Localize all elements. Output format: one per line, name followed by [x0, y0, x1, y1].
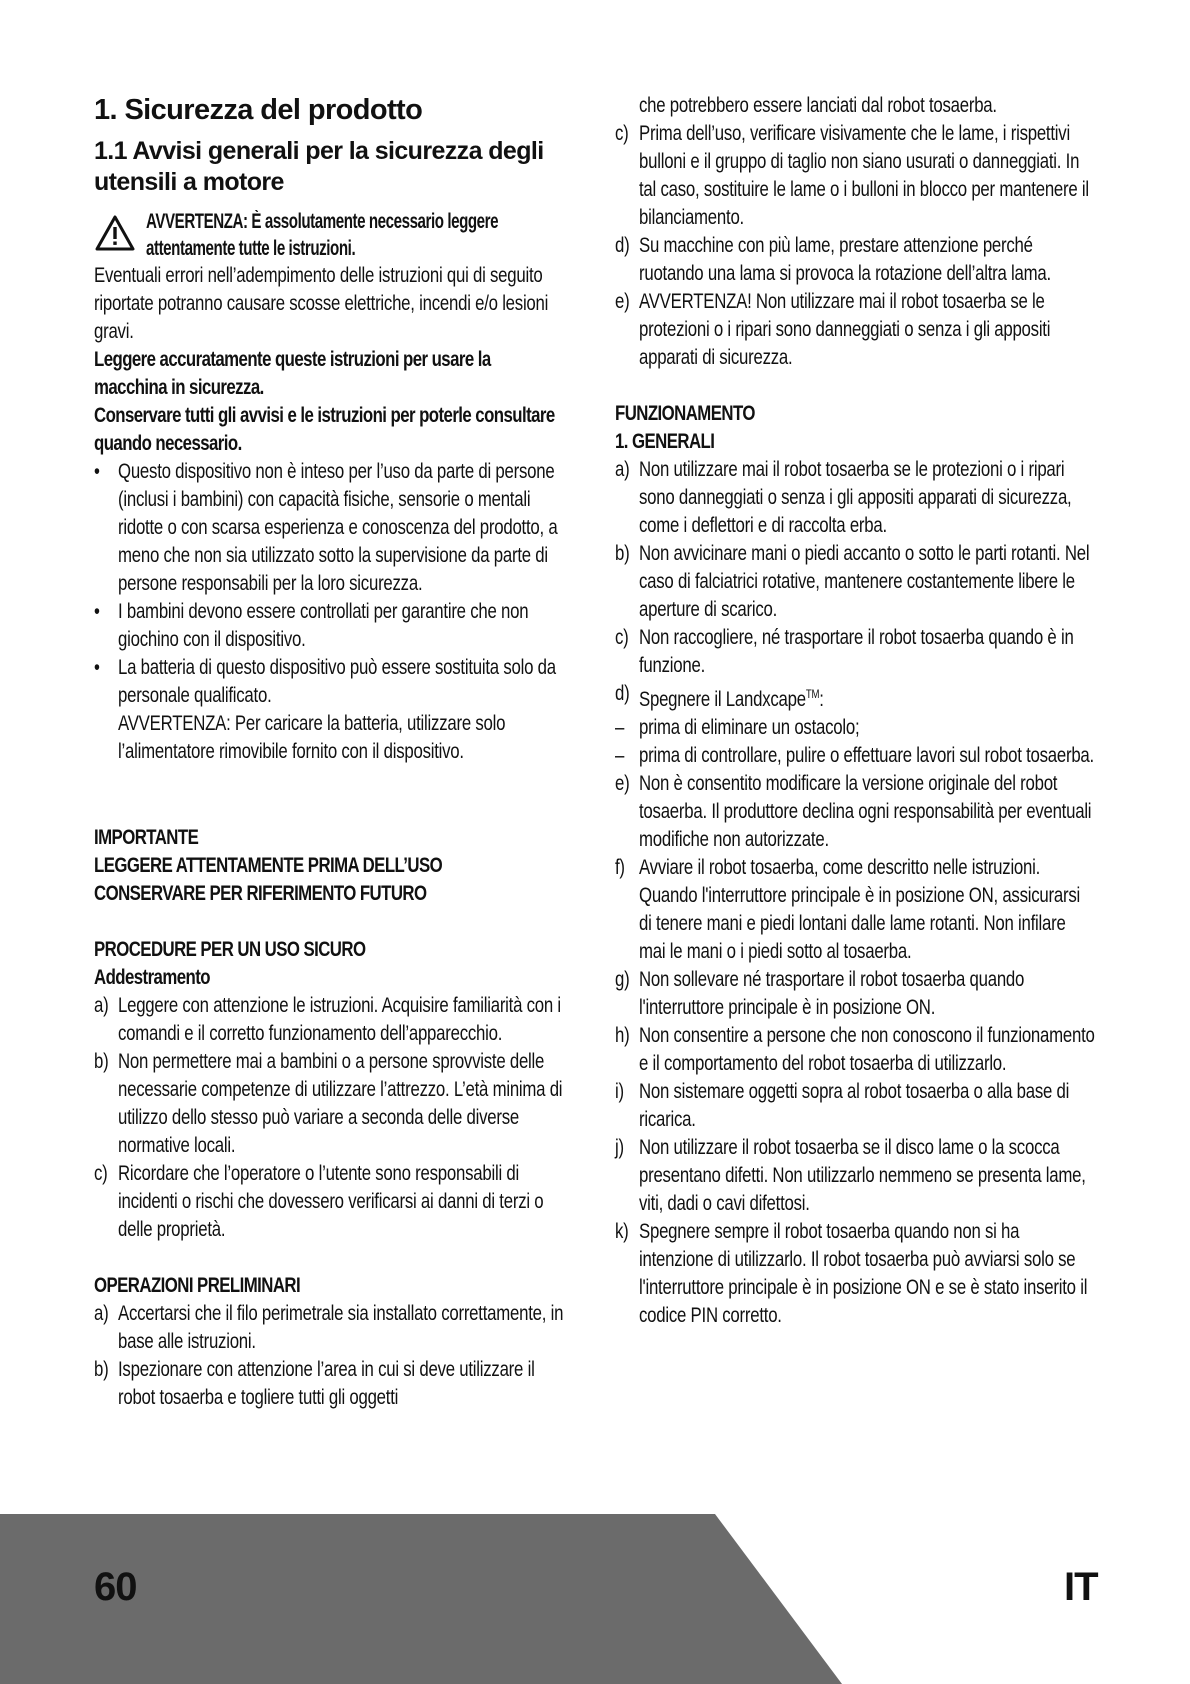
list-item: • Questo dispositivo non è inteso per l’uso da parte di persone (inclusi i bambini) con capacità fisiche, sensorie o mentali ridotte o con scarsa esperienza e conoscenza del prodotto, a meno che non sia utilizzato sotto la supervisione da parte di persone responsabili per la loro sicurezza.: [94, 460, 558, 595]
warning-triangle-icon: [94, 214, 136, 252]
list-item: c) Ricordare che l’operatore o l’utente sono responsabili di incidenti o rischi che dovessero verificarsi ai danni di terzi o delle proprietà.: [94, 1162, 544, 1241]
section-subtitle: 1.1 Avvisi generali per la sicurezza degli utensili a motore: [94, 137, 544, 196]
list-item: – prima di controllare, pulire o effettuare lavori sul robot tosaerba.: [615, 744, 1094, 767]
list-item: d) Spegnere il Landxcape™:: [615, 682, 824, 711]
bold-note-1: Leggere accuratamente queste istruzioni per usare la macchina in sicurezza.: [94, 348, 491, 399]
list-item: [615, 92, 1095, 120]
important-line-2: CONSERVARE PER RIFERIMENTO FUTURO: [94, 882, 427, 905]
preliminary-heading: OPERAZIONI PRELIMINARI: [94, 1274, 301, 1297]
list-item: g) Non sollevare né trasportare il robot tosaerba quando l'interruttore principale è in posizione ON.: [615, 968, 1025, 1019]
page-title: 1. Sicurezza del prodotto: [94, 94, 423, 126]
list-item: a) Leggere con attenzione le istruzioni. Acquisire familiarità con i comandi e il corretto funzionamento dell’apparecchio.: [94, 994, 561, 1045]
list-item: e) AVVERTENZA! Non utilizzare mai il robot tosaerba se le protezioni o i ripari sono danneggiati o senza i gli appositi apparati di sicurezza.: [615, 290, 1051, 369]
training-heading: Addestramento: [94, 966, 210, 989]
preliminary-list-continued: [615, 92, 1095, 372]
important-line-1: LEGGERE ATTENTAMENTE PRIMA DELL’USO: [94, 854, 443, 877]
operation-heading: FUNZIONAMENTO: [615, 402, 755, 425]
intro-text: Eventuali errori nell’adempimento delle istruzioni qui di seguito riportate potranno causare scosse elettriche, incendi e/o lesioni gravi.: [94, 264, 549, 343]
list-item: – prima di eliminare un ostacolo;: [615, 716, 860, 739]
list-item: a) Accertarsi che il filo perimetrale sia installato correttamente, in base alle istruzioni.: [94, 1302, 564, 1353]
left-column: [94, 92, 584, 1412]
general-heading: 1. GENERALI: [615, 430, 715, 453]
language-code: IT: [1064, 1565, 1098, 1609]
list-item: b) Non avvicinare mani o piedi accanto o sotto le parti rotanti. Nel caso di falciatrici rotative, mantenere costantemente libere le aperture di scarico.: [615, 542, 1090, 621]
list-item: c) Prima dell’uso, verificare visivamente che le lame, i rispettivi bulloni e il gruppo di taglio non siano usurati o danneggiati. In tal caso, sostituire le lame o i bulloni in blocco per mantenere il bilanciamento.: [615, 122, 1089, 229]
list-item: b) Non permettere mai a bambini o a persone sprovviste delle necessarie competenze di utilizzare l’attrezzo. L’età minima di utilizzo dello stesso può variare a seconda delle diverse normative locali.: [94, 1050, 563, 1157]
trademark-sup: TM: [805, 687, 820, 701]
right-column: [615, 92, 1110, 1330]
list-item: i) Non sistemare oggetti sopra al robot tosaerba o alla base di ricarica.: [615, 1080, 1070, 1131]
list-item: f) Avviare il robot tosaerba, come descritto nelle istruzioni. Quando l'interruttore principale è in posizione ON, assicurarsi di tenere mani e piedi lontani dalle lame rotanti. Non infilare mai le mani o i piedi sotto al tosaerba.: [615, 856, 1080, 963]
preliminary-list: [94, 1300, 566, 1412]
list-item: e) Non è consentito modificare la versione originale del robot tosaerba. Il produttore declina ogni responsabilità per eventuali modifiche non autorizzate.: [615, 772, 1092, 851]
continuation-text: che potrebbero essere lanciati dal robot tosaerba.: [639, 94, 997, 117]
warning-heading: AVVERTENZA: È assolutamente necessario leggere attentamente tutte le istruzioni.: [146, 210, 499, 260]
list-item: a) Non utilizzare mai il robot tosaerba se le protezioni o i ripari sono danneggiati o senza i gli appositi apparati di sicurezza, come i deflettori e di raccolta erba.: [615, 458, 1072, 537]
list-item: c) Non raccogliere, né trasportare il robot tosaerba quando è in funzione.: [615, 626, 1074, 677]
list-item: d) Su macchine con più lame, prestare attenzione perché ruotando una lama si provoca la rotazione dell’altra lama.: [615, 234, 1051, 285]
list-item: • I bambini devono essere controllati per garantire che non giochino con il dispositivo.: [94, 600, 529, 651]
training-list: [94, 992, 566, 1244]
footer-band: [0, 1514, 1190, 1684]
list-item: h) Non consentire a persone che non conoscono il funzionamento e il comportamento del robot tosaerba di utilizzarlo.: [615, 1024, 1095, 1075]
bold-note-2: Conservare tutti gli avvisi e le istruzioni per poterle consultare quando necessario.: [94, 404, 555, 455]
procedures-heading: PROCEDURE PER UN USO SICURO: [94, 938, 366, 961]
page-number: 60: [94, 1565, 137, 1609]
list-item: k) Spegnere sempre il robot tosaerba quando non si ha intenzione di utilizzarlo. Il robot tosaerba può avviarsi solo se l'interruttore principale è in posizione ON e se è stato inserito il codice PIN corretto.: [615, 1220, 1088, 1327]
list-item: j) Non utilizzare il robot tosaerba se il disco lame o la scocca presentano difetti. Non utilizzarlo nemmeno se presenta lame, viti, dadi o cavi difettosi.: [615, 1136, 1086, 1215]
general-list: [615, 456, 1095, 1330]
safety-bullet-list: [94, 458, 566, 766]
battery-warning: AVVERTENZA: Per caricare la batteria, utilizzare solo l’alimentatore rimovibile fornito con il dispositivo.: [118, 712, 506, 763]
important-heading: IMPORTANTE: [94, 826, 199, 849]
list-item: b) Ispezionare con attenzione l’area in cui si deve utilizzare il robot tosaerba e togliere tutti gli oggetti: [94, 1358, 535, 1409]
list-item: • La batteria di questo dispositivo può essere sostituita solo da personale qualificato. AVVERTENZA: Per caricare la batteria, utilizzare solo l’alimentatore rimovibile fornito con il dispositivo.: [94, 656, 556, 763]
warning-block: [94, 208, 584, 262]
